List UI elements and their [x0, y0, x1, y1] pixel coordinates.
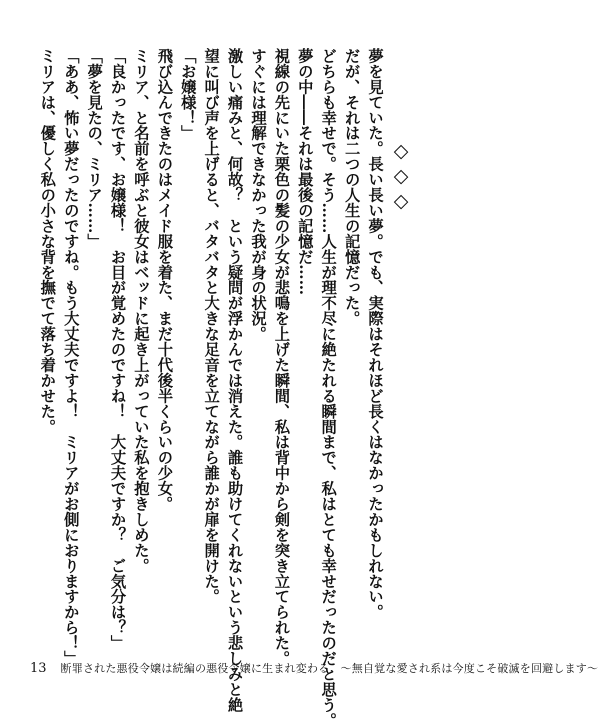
paragraph: 「お嬢様！」 — [178, 48, 197, 141]
paragraph: だが、それは二つの人生の記憶だった。 — [342, 48, 361, 327]
paragraph: 「夢を見たの、ミリア……」 — [85, 48, 104, 249]
paragraph: すぐには理解できなかった我が身の状況。 — [248, 48, 267, 342]
paragraph: 「良かったです、お嬢様！ お目が覚めたのですね！ 大丈夫ですか？ ご気分は？」 — [108, 48, 127, 651]
paragraph: どちらも幸せで。そう……人生が理不尽に絶たれる瞬間まで、私はとても幸せだったのだと思う。 — [319, 48, 338, 728]
paragraph: ミリアは、優しく私の小さな背を撫でて落ち着かせた。 — [38, 48, 57, 435]
paragraph: 激しい痛みと、何故？ という疑問が浮かんでは消えた。誰も助けてくれないという悲しみと絶 — [225, 48, 244, 713]
paragraph: 夢を見ていた。長い長い夢。でも、実際はそれほど長くはなかったかもしれない。 — [366, 48, 384, 620]
page-footer — [30, 660, 598, 676]
paragraph: 望に叫び声を上げると、バタバタと大きな足音を立てながら誰かが扉を開けた。 — [202, 48, 221, 605]
running-head-title: 断罪された悪役令嬢は続編の悪役令嬢に生まれ変わる ～無自覚な愛され系は今度こそ破滅を回避します～ — [60, 662, 598, 675]
page-number: 13 — [30, 661, 47, 676]
section-break-mark: ◇◇◇ — [390, 140, 412, 215]
paragraph: ミリア、と名前を呼ぶと彼女はベッドに起き上がっていた私を抱きしめた。 — [131, 48, 150, 574]
paragraph: 「ああ、怖い夢だったのですね。もう大丈夫ですよ！ ミリアがお側におりますから！」 — [61, 48, 80, 666]
paragraph: 夢の中――それは最後の記憶だ…… — [295, 48, 314, 296]
paragraph: 視線の先にいた栗色の髪の少女が悲鳴を上げた瞬間、私は背中から剣を突き立てられた。 — [272, 48, 291, 666]
paragraph: 飛び込んできたのはメイド服を着た、まだ十代後半くらいの少女。 — [155, 48, 174, 512]
